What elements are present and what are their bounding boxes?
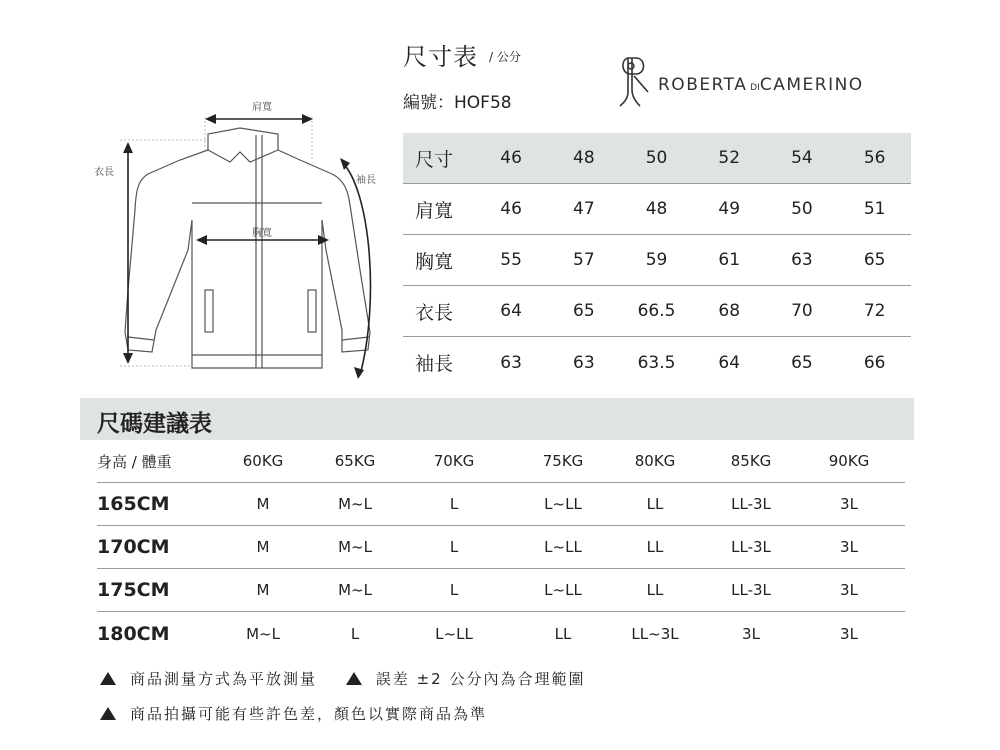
- table-cell: L: [449, 581, 459, 599]
- size-table: [403, 133, 911, 388]
- table-cell: M: [256, 538, 270, 556]
- page-title: 尺寸表: [403, 43, 478, 71]
- table-cell: 66: [863, 352, 886, 373]
- note-line-1: [100, 668, 585, 689]
- table-cell: 65: [791, 352, 813, 373]
- size-cell: 50: [645, 148, 668, 168]
- triangle-bullet-icon: [346, 672, 362, 685]
- note-text: 商品測量方式為平放測量: [130, 670, 318, 688]
- recommend-header-row: [97, 440, 905, 483]
- table-cell: L: [449, 495, 459, 513]
- table-cell: LL: [646, 495, 664, 513]
- table-cell: 50: [791, 199, 813, 219]
- table-cell: LL~3L: [631, 624, 679, 643]
- recommend-table: [97, 440, 905, 655]
- table-cell: 49: [718, 199, 741, 219]
- weight-header: 75KG: [542, 452, 584, 470]
- weight-header: 85KG: [730, 452, 772, 470]
- table-cell: 3L: [840, 581, 858, 599]
- recommend-title: 尺碼建議表: [97, 411, 212, 437]
- note-text: 商品拍攝可能有些許色差，顏色以實際商品為準: [130, 705, 488, 723]
- weight-header: 65KG: [334, 452, 376, 470]
- table-row: [97, 569, 905, 612]
- size-cell: 56: [863, 148, 886, 168]
- row-label: 胸寬: [415, 250, 454, 273]
- table-cell: LL-3L: [731, 538, 771, 556]
- shoulder-label: 肩寬: [252, 102, 272, 113]
- height-label: 180CM: [97, 622, 170, 645]
- table-cell: 65: [863, 250, 886, 270]
- length-label: 衣長: [94, 167, 114, 178]
- weight-header: 80KG: [634, 452, 676, 470]
- table-cell: L~LL: [544, 538, 582, 556]
- size-cell: 52: [718, 148, 741, 168]
- brand-name: ROBERTA DICAMERINO: [658, 75, 864, 95]
- table-cell: 63: [791, 250, 813, 270]
- table-cell: 64: [718, 352, 741, 373]
- table-row: [403, 235, 911, 286]
- weight-header: 90KG: [828, 452, 870, 470]
- table-cell: LL: [554, 624, 572, 643]
- table-cell: 66.5: [637, 301, 676, 321]
- table-cell: M~L: [338, 495, 372, 513]
- note-text: 誤差 ±2 公分內為合理範圍: [375, 670, 586, 688]
- height-label: 175CM: [97, 579, 170, 601]
- table-cell: 68: [718, 301, 741, 321]
- table-cell: L~LL: [544, 581, 582, 599]
- weight-header: 60KG: [242, 452, 284, 470]
- table-cell: 57: [573, 250, 595, 270]
- brand-logo-icon: [616, 52, 656, 110]
- table-row: [403, 286, 911, 337]
- table-cell: M~L: [338, 581, 372, 599]
- table-cell: 61: [718, 250, 741, 270]
- table-cell: 63.5: [637, 352, 676, 373]
- weight-header: 70KG: [433, 452, 475, 470]
- jacket-diagram: [80, 100, 380, 400]
- row-label: 肩寬: [415, 199, 454, 222]
- table-cell: L: [350, 624, 360, 643]
- table-cell: L~LL: [435, 624, 473, 643]
- size-header-label: 尺寸: [415, 148, 454, 171]
- table-cell: 3L: [742, 624, 760, 643]
- table-cell: 46: [500, 199, 522, 219]
- row-label: 衣長: [415, 301, 454, 324]
- note-line-2: [100, 703, 487, 724]
- table-row: [403, 337, 911, 388]
- table-cell: LL-3L: [731, 581, 771, 599]
- height-label: 170CM: [97, 536, 170, 558]
- table-cell: LL: [646, 581, 664, 599]
- product-code: 編號：HOF58: [403, 93, 512, 113]
- table-cell: 3L: [840, 538, 858, 556]
- table-cell: 63: [500, 352, 522, 373]
- table-row: [403, 184, 911, 235]
- table-cell: 55: [500, 250, 522, 270]
- table-cell: 59: [645, 250, 668, 270]
- corner-label: 身高 / 體重: [97, 452, 172, 471]
- table-cell: LL: [646, 538, 664, 556]
- table-cell: LL-3L: [731, 495, 771, 513]
- table-row: [97, 483, 905, 526]
- unit-label: / 公分: [489, 50, 521, 64]
- size-cell: 48: [573, 148, 595, 168]
- table-cell: 3L: [840, 495, 858, 513]
- triangle-bullet-icon: [100, 707, 116, 720]
- table-cell: M~L: [338, 538, 372, 556]
- height-label: 165CM: [97, 493, 170, 515]
- table-cell: M: [256, 495, 270, 513]
- table-cell: 64: [500, 301, 522, 321]
- row-label: 袖長: [415, 353, 454, 375]
- table-cell: L~LL: [544, 495, 582, 513]
- table-row: [97, 612, 905, 655]
- table-cell: 48: [645, 199, 668, 219]
- table-cell: 63: [573, 352, 595, 373]
- table-cell: 47: [573, 199, 595, 219]
- size-header-row: [403, 133, 911, 184]
- table-cell: 70: [791, 301, 813, 321]
- table-cell: 72: [863, 301, 886, 321]
- table-cell: 65: [573, 301, 595, 321]
- table-cell: 3L: [840, 624, 858, 643]
- table-cell: 51: [863, 199, 886, 219]
- triangle-bullet-icon: [100, 672, 116, 685]
- sleeve-label: 袖長: [356, 175, 376, 186]
- table-row: [97, 526, 905, 569]
- size-cell: 54: [791, 148, 813, 168]
- chest-label: 胸寬: [252, 228, 272, 239]
- table-cell: L: [449, 538, 459, 556]
- table-cell: M: [256, 581, 270, 599]
- size-cell: 46: [500, 148, 522, 168]
- table-cell: M~L: [246, 624, 280, 643]
